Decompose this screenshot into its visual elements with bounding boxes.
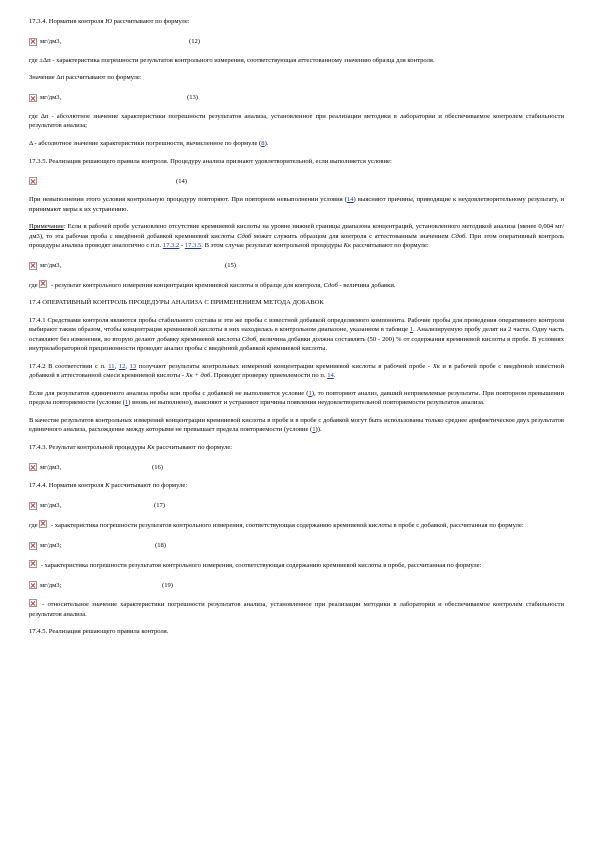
formula-row xyxy=(29,539,564,553)
text-run: Кк xyxy=(343,242,352,249)
formula-number: (16) xyxy=(152,463,163,471)
text-run: Сдоб xyxy=(451,232,466,240)
broken-image-icon xyxy=(29,262,37,270)
formula-number: (15) xyxy=(225,262,236,270)
text-run: ) выясняют причины, приводящие к неудовлетворительному результату, и принимают меры к их устранению. xyxy=(29,196,564,213)
text-run: , xyxy=(125,362,130,370)
broken-image-icon xyxy=(29,463,37,471)
text-run: Δ - абсолютное значение характеристики погрешности, вычисленное по формуле ( xyxy=(29,140,262,148)
text-run: 17.4.2 В соответствии с п. xyxy=(29,362,109,370)
text-run: получают результаты контрольных измерений концентрации кремниевой кислоты в рабочей пробе - xyxy=(136,362,433,370)
broken-image-icon xyxy=(29,38,37,46)
paragraph xyxy=(29,73,564,82)
broken-image-icon xyxy=(29,599,37,607)
text-run: и в рабочей пробе с введённой известной добавкой в аттестованной смеси кремниевой кислоты - xyxy=(29,362,564,379)
formula-number: (14) xyxy=(176,177,187,185)
paragraph xyxy=(29,17,564,26)
text-run: где Δп - абсолютное значение характеристики погрешности результатов анализа, установленное при реализации методики в лаборатории и обеспечиваемое контролем стабильности результатов анализа; xyxy=(29,113,564,130)
text-run: 17.4.3. Результат контрольной процедуры xyxy=(29,443,148,451)
paragraph xyxy=(29,222,564,250)
text-run: может служить образцом для контроля с аттестованным значением xyxy=(251,232,452,240)
paragraph xyxy=(29,157,564,166)
text-run: рассчитывают по формуле: xyxy=(109,482,188,490)
text-run: . При этом оперативный контроль процедуры анализа проводят аналогично с п.п. xyxy=(29,232,565,249)
formula-row xyxy=(29,35,564,49)
text-run: Примечание xyxy=(29,223,64,231)
broken-image-icon xyxy=(29,177,37,185)
formula-row xyxy=(29,499,564,513)
text-run: Сдоб xyxy=(323,281,338,289)
text-run: ). xyxy=(264,140,269,148)
reference-link[interactable]: 1 xyxy=(124,398,129,406)
paragraph xyxy=(29,139,564,148)
paragraph xyxy=(29,298,564,307)
formula-number: (12) xyxy=(189,38,200,46)
text-run: рассчитывают по формуле: xyxy=(154,443,233,451)
text-run: . В этом случае результат контрольной процедуры xyxy=(201,242,344,249)
text-run: где ±Δп - характеристика погрешности результатов контрольного измерения, соответствующая аттестованному значению образца для контроля. xyxy=(29,56,435,64)
reference-link[interactable]: 1 xyxy=(409,326,414,334)
reference-link[interactable]: 8 xyxy=(261,140,265,148)
paragraph xyxy=(29,599,564,619)
broken-image-icon xyxy=(29,560,37,568)
paragraph xyxy=(29,389,564,408)
text-run: Хк xyxy=(432,362,440,370)
text-run: рассчитывают по формуле: xyxy=(112,18,190,25)
reference-link[interactable]: 1 xyxy=(308,389,312,397)
text-run: Кк xyxy=(147,443,155,451)
text-run: ) вновь не выполнено), выясняют и устраняют причины появления неудовлетворительной повторяемости результатов анализа. xyxy=(128,398,485,406)
formula-unit: мг/дм3; xyxy=(40,581,62,589)
formula-unit: мг/дм3, xyxy=(40,502,62,510)
text-run: )). xyxy=(315,425,322,433)
text-run: К xyxy=(105,482,110,490)
broken-image-icon xyxy=(29,502,37,510)
text-run: где xyxy=(29,521,40,529)
text-run: Значение Δп рассчитывают по формуле: xyxy=(29,74,142,82)
text-run: Сдоб xyxy=(241,335,257,343)
text-run: рассчитывают по формуле: xyxy=(351,242,429,249)
text-run: 17.4.1 Средствами контроля являются пробы стабильного состава и эти же пробы с известной добавкой определяемого компонента. Рабочие пробы для проведения оперативного контроля выбирают таким образом, чтобы концентрация кремниевой кислоты в них находилась в контрольном диапазоне, указанном в таблице xyxy=(29,317,564,334)
text-run: При невыполнении этого условия контрольную процедуру повторяют. При повторном невыполнении условия ( xyxy=(29,196,347,204)
text-run: 17.4 ОПЕРАТИВНЫЙ КОНТРОЛЬ ПРОЦЕДУРЫ АНАЛИЗА С ПРИМЕНЕНИЕМ МЕТОДА ДОБАВОК xyxy=(29,299,324,307)
text-run: В качестве результатов контрольных измерений концентрации кремниевой кислоты в пробе и в пробе с добавкой могут быть использованы только среднее арифметическое двух результатов единичного анализа, расхождение между которыми не превышает предела повторяемости (условие ( xyxy=(29,416,564,433)
formula-unit: мг/дм3; xyxy=(40,542,62,549)
reference-link[interactable]: 17.3.5 xyxy=(184,242,202,249)
text-run: Сдоб xyxy=(237,232,252,240)
text-run: Ю xyxy=(105,18,113,25)
paragraph xyxy=(29,443,564,452)
text-run: . Проводят проверку приемлемости по п. xyxy=(210,371,328,379)
text-run: - характеристика погрешности результатов контрольного измерения, соответствующая содержанию кремниевой кислоты в пробе с добавкой, рассчитанная по формуле: xyxy=(49,521,524,529)
text-run: , xyxy=(114,362,119,370)
broken-image-icon xyxy=(39,520,47,528)
reference-link[interactable]: 11 xyxy=(108,362,115,370)
formula-number: (17) xyxy=(154,502,165,510)
text-run: - характеристика погрешности результатов контрольного измерения, соответствующая содержанию кремниевой кислоты в пробе, рассчитанная по формуле: xyxy=(39,561,482,569)
formula-row xyxy=(29,259,564,273)
paragraph xyxy=(29,481,564,490)
reference-link[interactable]: 14 xyxy=(327,371,334,379)
formula-unit: мг/дм3, xyxy=(40,94,62,102)
formula-row xyxy=(29,91,564,105)
formula-row xyxy=(29,174,564,188)
paragraph xyxy=(29,362,564,381)
formula-unit: мг/дм3, xyxy=(40,463,62,471)
text-run: . Анализируемую пробу делят на 2 части. Одну часть оставляют без изменения, во вторую делают добавку кремниевой кислоты xyxy=(29,326,564,343)
paragraph xyxy=(29,316,564,353)
paragraph xyxy=(29,560,564,570)
text-run: : Если в рабочей пробе установлено отсутствие кремниевой кислоты на уровне нижней границы диапазона концентраций, установленного методикой анализа (менее 0,004 мг/дм3), то эта рабочая проба с введённой добавкой кремниевой кислоты xyxy=(29,223,564,240)
text-run: - xyxy=(179,242,185,249)
text-run: , величина добавки должна составлять (50 - 200) % от содержания кремниевой кислоты в пробе. В условиях внутрилабораторной прецизионности проводят анализ пробы с введённой добавкой кремниевой кислоты. xyxy=(29,335,564,352)
broken-image-icon xyxy=(29,542,37,550)
formula-number: (19) xyxy=(162,581,173,589)
paragraph xyxy=(29,112,564,131)
reference-link[interactable]: 14 xyxy=(346,196,354,204)
text-run: - результат контрольного измерения концентрации кремниевой кислоты в образце для контроля, xyxy=(49,281,324,289)
broken-image-icon xyxy=(39,280,47,288)
reference-link[interactable]: 1 xyxy=(312,425,316,433)
paragraph xyxy=(29,520,564,530)
text-run: ), то повторяют анализ, давший неприемлемые результаты. При повторном превышении предела повторяемости (условие ( xyxy=(29,389,564,406)
paragraph xyxy=(29,416,564,435)
formula-unit: мг/дм3, xyxy=(40,262,62,270)
broken-image-icon xyxy=(29,581,37,589)
text-run: - относительное значение характеристики погрешности результатов анализа, установленное при реализации методики в лаборатории и обеспечиваемое контролем стабильности результатов анализа. xyxy=(29,601,564,618)
paragraph xyxy=(29,195,564,214)
paragraph xyxy=(29,280,564,290)
text-run: 17.4.5. Реализация решающего правила контроля. xyxy=(29,628,169,636)
text-run: где xyxy=(29,281,40,289)
paragraph xyxy=(29,627,564,636)
reference-link[interactable]: 12 xyxy=(118,362,126,370)
formula-number: (18) xyxy=(155,542,166,549)
document-page xyxy=(29,17,564,645)
text-run: 17.4.4. Норматив контроля xyxy=(29,482,106,490)
text-run: 17.3.4. Норматив контроля xyxy=(29,18,106,25)
formula-unit: мг/дм3, xyxy=(40,38,62,46)
text-run: - величина добавки. xyxy=(337,281,396,289)
text-run: 17.3.5. Реализация решающего правила контроля. Процедуру анализа признают удовлетворительной, если выполняется условие: xyxy=(29,157,392,165)
formula-row xyxy=(29,578,564,592)
paragraph xyxy=(29,56,564,65)
reference-link[interactable]: 13 xyxy=(129,362,137,370)
reference-link[interactable]: 17.3.2 xyxy=(162,242,180,249)
formula-row xyxy=(29,460,564,474)
text-run: . xyxy=(333,371,336,379)
formula-number: (13) xyxy=(187,94,198,102)
text-run: Хк + доб xyxy=(185,371,211,379)
broken-image-icon xyxy=(29,94,37,102)
text-run: Если для результатов единичного анализа пробы или пробы с добавкой не выполняется условие ( xyxy=(29,389,309,397)
